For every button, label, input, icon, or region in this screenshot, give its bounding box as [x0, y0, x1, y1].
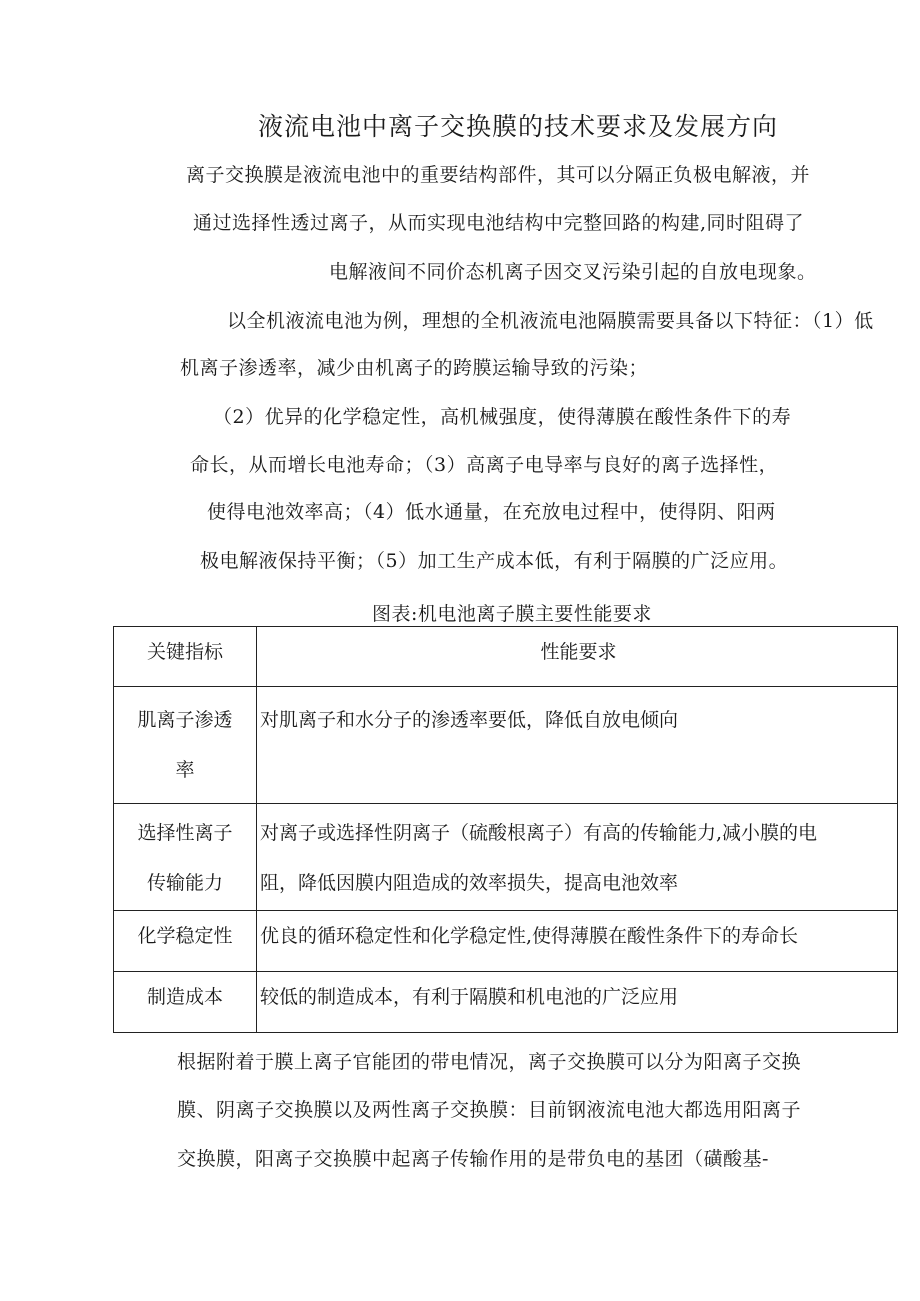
page-title: 液流电池中离子交换膜的技术要求及发展方向 [258, 112, 779, 141]
requirement-cell [257, 911, 898, 972]
table-header-row [114, 627, 898, 687]
header-requirement: 性能要求 [257, 627, 898, 687]
features-line-4: 命长，从而增长电池寿命；（3）高离子电导率与良好的离子选择性， [190, 454, 779, 476]
indicator-cell [114, 687, 257, 804]
table-row [114, 804, 898, 911]
features-line-6: 极电解液保持平衡；（5）加工生产成本低，有利于隔膜的广泛应用。 [200, 550, 789, 572]
indicator-text: 化学稳定性 [137, 925, 233, 947]
header-indicator: 关键指标 [114, 627, 257, 687]
table-row [114, 911, 898, 972]
requirement-text: 阻，降低因膜内阻造成的效率损失，提高电池效率 [260, 872, 679, 894]
indicator-text: 率 [175, 759, 195, 781]
intro-line-3: 电解液间不同价态机离子因交叉污染引起的自放电现象。 [329, 261, 817, 283]
indicator-cell [114, 972, 257, 1033]
features-line-5: 使得电池效率高；（4）低水通量，在充放电过程中，使得阴、阳两 [207, 501, 776, 523]
indicator-text: 肌离子渗透 [137, 709, 233, 731]
requirement-cell [257, 687, 898, 804]
indicator-cell [114, 911, 257, 972]
closing-line-3: 交换膜，阳离子交换膜中起离子传输作用的是带负电的基团（磺酸基- [177, 1148, 769, 1170]
indicator-text: 选择性离子 [137, 822, 233, 844]
indicator-text: 传输能力 [146, 872, 223, 894]
features-line-3: （2）优异的化学稳定性，高机械强度，使得薄膜在酸性条件下的寿 [213, 406, 792, 428]
indicator-text: 制造成本 [146, 986, 223, 1008]
performance-table [113, 626, 898, 1033]
requirement-text: 优良的循环稳定性和化学稳定性,使得薄膜在酸性条件下的寿命长 [260, 925, 799, 947]
requirement-text: 对离子或选择性阴离子（硫酸根离子）有高的传输能力,减小膜的电 [260, 822, 818, 844]
features-line-2: 机离子渗透率，减少由机离子的跨膜运输导致的污染； [180, 357, 649, 379]
table-row [114, 972, 898, 1033]
closing-line-2: 膜、阴离子交换膜以及两性离子交换膜：目前钢液流电池大都选用阳离子 [177, 1099, 802, 1121]
requirement-text: 对肌离子和水分子的渗透率要低，降低自放电倾向 [260, 709, 679, 731]
table-caption: 图表:机电池离子膜主要性能要求 [372, 603, 652, 625]
intro-line-2: 通过选择性透过离子，从而实现电池结构中完整回路的构建,同时阻碍了 [193, 212, 805, 234]
features-line-1: 以全机液流电池为例，理想的全机液流电池隔膜需要具备以下特征：（1）低 [227, 310, 874, 332]
closing-line-1: 根据附着于膜上离子官能团的带电情况，离子交换膜可以分为阳离子交换 [177, 1051, 802, 1073]
requirement-text: 较低的制造成本，有利于隔膜和机电池的广泛应用 [260, 986, 679, 1008]
requirement-cell [257, 972, 898, 1033]
intro-line-1: 离子交换膜是液流电池中的重要结构部件，其可以分隔正负极电解液，并 [186, 164, 811, 186]
table-row [114, 687, 898, 804]
indicator-cell [114, 804, 257, 911]
requirement-cell [257, 804, 898, 911]
